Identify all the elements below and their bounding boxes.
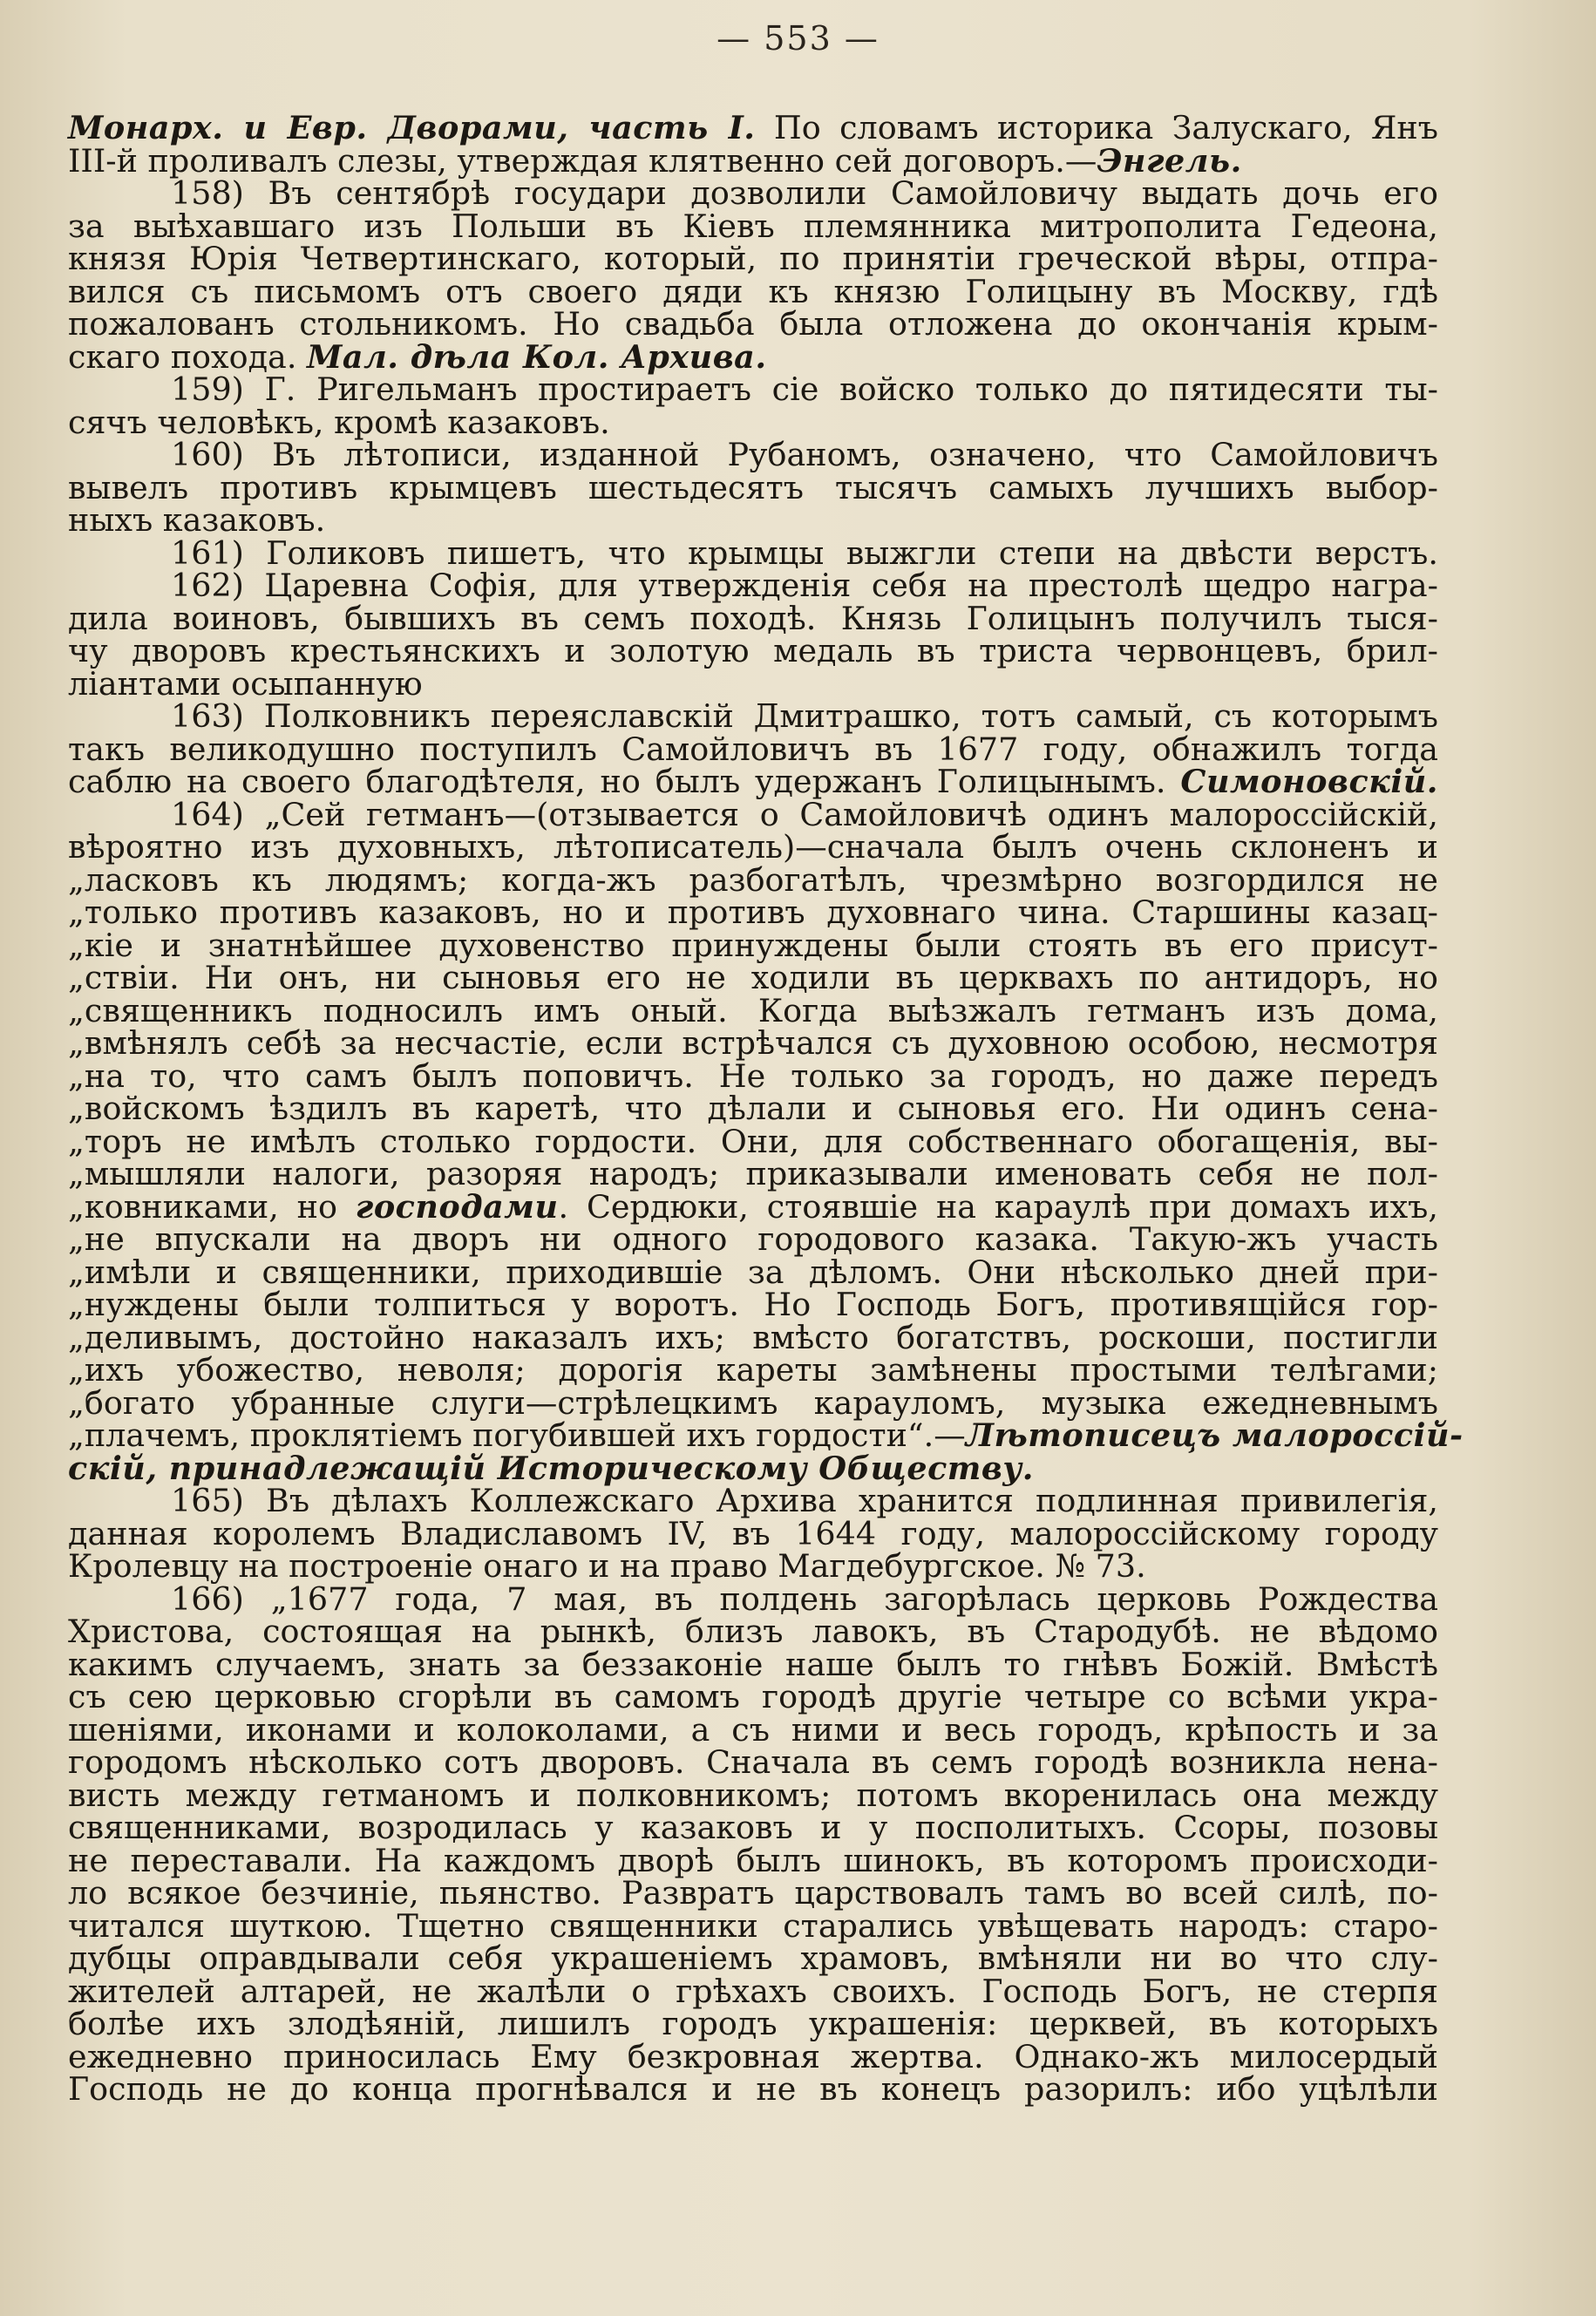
text-run: . Сердюки, стоявшіе на караулѣ при домахъ ихъ,	[558, 1187, 1438, 1226]
text-line	[68, 2070, 1438, 2108]
text-run: ежедневно приносилась Ему безкровная жертва. Однако-жъ милосердый	[68, 2037, 1438, 2075]
text-run: читался шуткою. Тщетно священники старались увѣщевать народъ: старо-	[68, 1906, 1438, 1945]
text-run: 163) Полковникъ переяславскій Дмитрашко, тотъ самый, съ которымъ	[171, 697, 1438, 735]
text-line	[68, 1972, 1438, 2010]
text-run: „не впускали на дворъ ни одного городового казака. Такую-жъ участь	[68, 1220, 1438, 1258]
text-run: 161) Голиковъ пишетъ, что крымцы выжгли степи на двѣсти верстъ.	[171, 533, 1438, 572]
text-run: 164) „Сей гетманъ—(отзывается о Самойловичѣ одинъ малороссійскій,	[171, 795, 1438, 833]
text-run: „войскомъ ѣздилъ въ каретѣ, что дѣлали и сыновья его. Ни одинъ сена-	[68, 1090, 1438, 1127]
text-line	[68, 1220, 1438, 1258]
text-line	[68, 337, 1438, 376]
text-run: „мышляли налоги, разоряя народъ; приказывали именовать себя не пол-	[68, 1155, 1438, 1192]
italic-reference: Симоновскій.	[1180, 763, 1438, 800]
text-line	[68, 1776, 1438, 1814]
text-run: „на то, что самъ былъ поповичъ. Не только за городъ, но даже передъ	[68, 1056, 1438, 1095]
text-run: 162) Царевна Софія, для утвержденія себя на престолѣ щедро награ-	[171, 567, 1438, 604]
text-line	[68, 501, 1438, 539]
italic-reference: скій, принадлежащій Историческому Обществу.	[68, 1449, 1034, 1487]
text-line	[68, 860, 1438, 899]
text-run: 159) Г. Ригельманъ простираетъ сіе войско только до пятидесяти ты-	[171, 370, 1438, 408]
text-run: болѣе ихъ злодѣяній, лишилъ городъ украшенія: церквей, въ которыхъ	[68, 2005, 1438, 2042]
text-line	[68, 1253, 1438, 1291]
text-run: Христова, состоящая на рынкѣ, близъ лавокъ, въ Стародубѣ. не вѣдомо	[68, 1613, 1438, 1650]
text-line	[68, 1906, 1438, 1945]
notes-text	[68, 109, 1464, 2108]
text-line	[68, 1547, 1438, 1585]
text-line	[68, 1874, 1438, 1912]
text-line	[68, 174, 1438, 212]
text-run: „только противъ казаковъ, но и противъ духовнаго чина. Старшины казац-	[68, 893, 1438, 931]
text-run: шеніями, иконами и колоколами, а съ ними и весь городъ, крѣпость и за	[68, 1710, 1438, 1749]
text-line	[68, 569, 1438, 602]
text-line	[68, 207, 1438, 245]
text-run: данная королемъ Владиславомъ IV, въ 1644 году, малороссійскому городу	[68, 1514, 1438, 1552]
text-run: съ сею церковью сгорѣли въ самомъ городѣ другіе четыре со всѣми укра-	[68, 1678, 1438, 1715]
text-run: пожалованъ стольникомъ. Но свадьба была отложена до окончанія крым-	[68, 305, 1438, 343]
text-run: „деливымъ, достойно наказалъ ихъ; вмѣсто богатствъ, роскоши, постигли	[68, 1318, 1438, 1356]
text-run: такъ великодушно поступилъ Самойловичъ въ 1677 году, обнажилъ тогда	[68, 730, 1438, 768]
text-line	[68, 1710, 1438, 1749]
text-line	[68, 1449, 1438, 1487]
text-line	[68, 1579, 1438, 1618]
text-line	[68, 1645, 1438, 1683]
text-run: сячъ человѣкъ, кромѣ казаковъ.	[68, 403, 610, 441]
text-line	[68, 1155, 1438, 1192]
text-line	[68, 141, 1438, 180]
text-run: за выѣхавшаго изъ Польши въ Кіевъ племянника митрополита Гедеона,	[68, 207, 1438, 245]
text-run: 158) Въ сентябрѣ государи дозволили Самойловичу выдать дочь его	[171, 174, 1438, 212]
text-line	[68, 1514, 1438, 1552]
text-run: „священникъ подносилъ имъ оный. Когда выѣзжалъ гетманъ изъ дома,	[68, 991, 1438, 1029]
text-run: городомъ нѣсколько сотъ дворовъ. Сначала въ семъ городѣ возникла нена-	[68, 1743, 1438, 1781]
text-run: вывелъ противъ крымцевъ шестьдесятъ тысячъ самыхъ лучшихъ выбор-	[68, 468, 1438, 506]
text-run: какимъ случаемъ, знать за беззаконіе наше былъ то гнѣвъ Божій. Вмѣстѣ	[68, 1645, 1438, 1683]
text-run: священниками, возродилась у казаковъ и у посполитыхъ. Ссоры, позовы	[68, 1809, 1438, 1846]
text-line	[68, 991, 1438, 1029]
text-run: „торъ не имѣлъ столько гордости. Они, для собственнаго обогащенія, вы-	[68, 1122, 1438, 1160]
text-run: III-й проливалъ слезы, утверждая клятвенно сей договоръ.—	[68, 141, 1097, 180]
text-line	[68, 1288, 1438, 1321]
text-run: князя Юрія Четвертинскаго, который, по принятіи греческой вѣры, отпра-	[68, 240, 1438, 277]
text-run: 160) Въ лѣтописи, изданной Рубаномъ, означено, что Самойловичъ	[171, 436, 1438, 473]
text-line	[68, 765, 1438, 798]
text-run: „вмѣнялъ себѣ за несчастіе, если встрѣчался съ духовною особою, несмотря	[68, 1024, 1438, 1062]
text-line	[68, 1383, 1438, 1422]
text-line	[68, 272, 1438, 310]
text-line	[68, 1678, 1438, 1715]
text-run: „ихъ убожество, неволя; дорогія кареты замѣнены простыми телѣгами;	[68, 1351, 1438, 1389]
text-line	[68, 926, 1438, 964]
text-line	[68, 1939, 1438, 1977]
italic-reference: Монарх. и Евр. Дворами, часть I.	[68, 109, 756, 146]
text-run: чу дворовъ крестьянскихъ и золотую медаль въ триста червонцевъ, брил-	[68, 632, 1438, 669]
text-line	[68, 961, 1438, 995]
text-line	[68, 632, 1438, 669]
text-run: жителей алтарей, не жалѣли о грѣхахъ своихъ. Господь Богъ, не стерпя	[68, 1972, 1438, 2010]
text-run: ло всякое безчиніе, пьянство. Развратъ царствовалъ тамъ во всей силѣ, по-	[68, 1874, 1438, 1912]
text-run: дила воиновъ, бывшихъ въ семъ походѣ. Князь Голицынъ получилъ тыся-	[68, 599, 1438, 637]
italic-reference: Мал. дѣла Кол. Архива.	[307, 337, 767, 376]
text-run: Кролевцу на построеніе онаго и на право Магдебургское. № 73.	[68, 1547, 1146, 1585]
text-line	[68, 403, 1438, 441]
text-line	[68, 1841, 1438, 1879]
italic-reference: господами	[355, 1187, 559, 1226]
text-run: саблю на своего благодѣтеля, но былъ удержанъ Голицынымъ.	[68, 763, 1181, 800]
italic-reference: Лѣтописецъ малороссій-	[965, 1416, 1464, 1454]
text-line	[68, 1416, 1464, 1454]
text-run: 166) „1677 года, 7 мая, въ полдень загорѣлась церковь Рождества	[171, 1579, 1438, 1618]
text-line	[68, 828, 1438, 866]
text-line	[68, 109, 1438, 146]
text-line	[68, 1743, 1438, 1781]
text-line	[68, 2037, 1438, 2075]
text-run: По словамъ историка Залускаго, Янъ	[755, 109, 1438, 146]
text-run: вѣроятно изъ духовныхъ, лѣтописатель)—сначала былъ очень склоненъ и	[68, 828, 1438, 866]
text-run: Господь не до конца прогнѣвался и не въ конецъ разорилъ: ибо уцѣлѣли	[68, 2070, 1438, 2108]
text-run: ныхъ казаковъ.	[68, 501, 326, 539]
page-number: — 553 —	[717, 19, 879, 58]
text-run: „ковниками, но	[68, 1187, 356, 1226]
text-line	[68, 1187, 1438, 1226]
text-line	[68, 2007, 1438, 2041]
text-run: 165) Въ дѣлахъ Коллежскаго Архива хранится подлинная привилегія,	[171, 1482, 1438, 1519]
text-run: дубцы оправдывали себя украшеніемъ храмовъ, вмѣняли ни во что слу-	[68, 1939, 1438, 1977]
text-line	[68, 305, 1438, 343]
text-run: скаго похода.	[68, 337, 308, 376]
text-line	[68, 468, 1438, 506]
text-run: „плачемъ, проклятіемъ погубившей ихъ гордости“.—	[68, 1416, 966, 1454]
text-run: „имѣли и священники, приходившіе за дѣломъ. Они нѣсколько дней при-	[68, 1253, 1438, 1291]
text-line	[68, 1056, 1438, 1095]
text-line	[68, 1318, 1438, 1356]
text-line	[68, 893, 1438, 931]
italic-reference: Энгель.	[1097, 141, 1242, 180]
text-line	[68, 1351, 1438, 1389]
text-line	[68, 599, 1438, 637]
text-run: „богато убранные слуги—стрѣлецкимъ карауломъ, музыка ежедневнымъ	[68, 1383, 1438, 1422]
text-line	[68, 370, 1438, 408]
text-line	[68, 730, 1438, 768]
text-line	[68, 1024, 1438, 1062]
text-line	[68, 664, 1438, 703]
text-line	[68, 1484, 1438, 1518]
text-run: „ствіи. Ни онъ, ни сыновья его не ходили въ церквахъ по антидоръ, но	[68, 959, 1438, 996]
text-run: „кіе и знатнѣйшее духовенство принуждены были стоять въ его присут-	[68, 926, 1438, 964]
text-line	[68, 242, 1438, 275]
text-run: вился съ письмомъ отъ своего дяди къ князю Голицыну въ Москву, гдѣ	[68, 272, 1438, 310]
text-line	[68, 1122, 1438, 1160]
text-run: ліантами осыпанную	[68, 664, 423, 703]
text-line	[68, 533, 1438, 572]
text-run: „нуждены были толпиться у воротъ. Но Господь Богъ, противящійся гор-	[68, 1286, 1438, 1323]
text-run: не переставали. На каждомъ дворѣ былъ шинокъ, въ которомъ происходи-	[68, 1841, 1438, 1879]
text-run: висть между гетманомъ и полковникомъ; потомъ вкоренилась она между	[68, 1776, 1438, 1814]
text-line	[68, 697, 1438, 735]
text-line	[68, 438, 1438, 472]
text-run: „ласковъ къ людямъ; когда-жъ разбогатѣлъ, чрезмѣрно возгордился не	[68, 860, 1438, 899]
text-line	[68, 1615, 1438, 1648]
text-line	[68, 795, 1438, 833]
text-line	[68, 1092, 1438, 1125]
text-line	[68, 1811, 1438, 1844]
